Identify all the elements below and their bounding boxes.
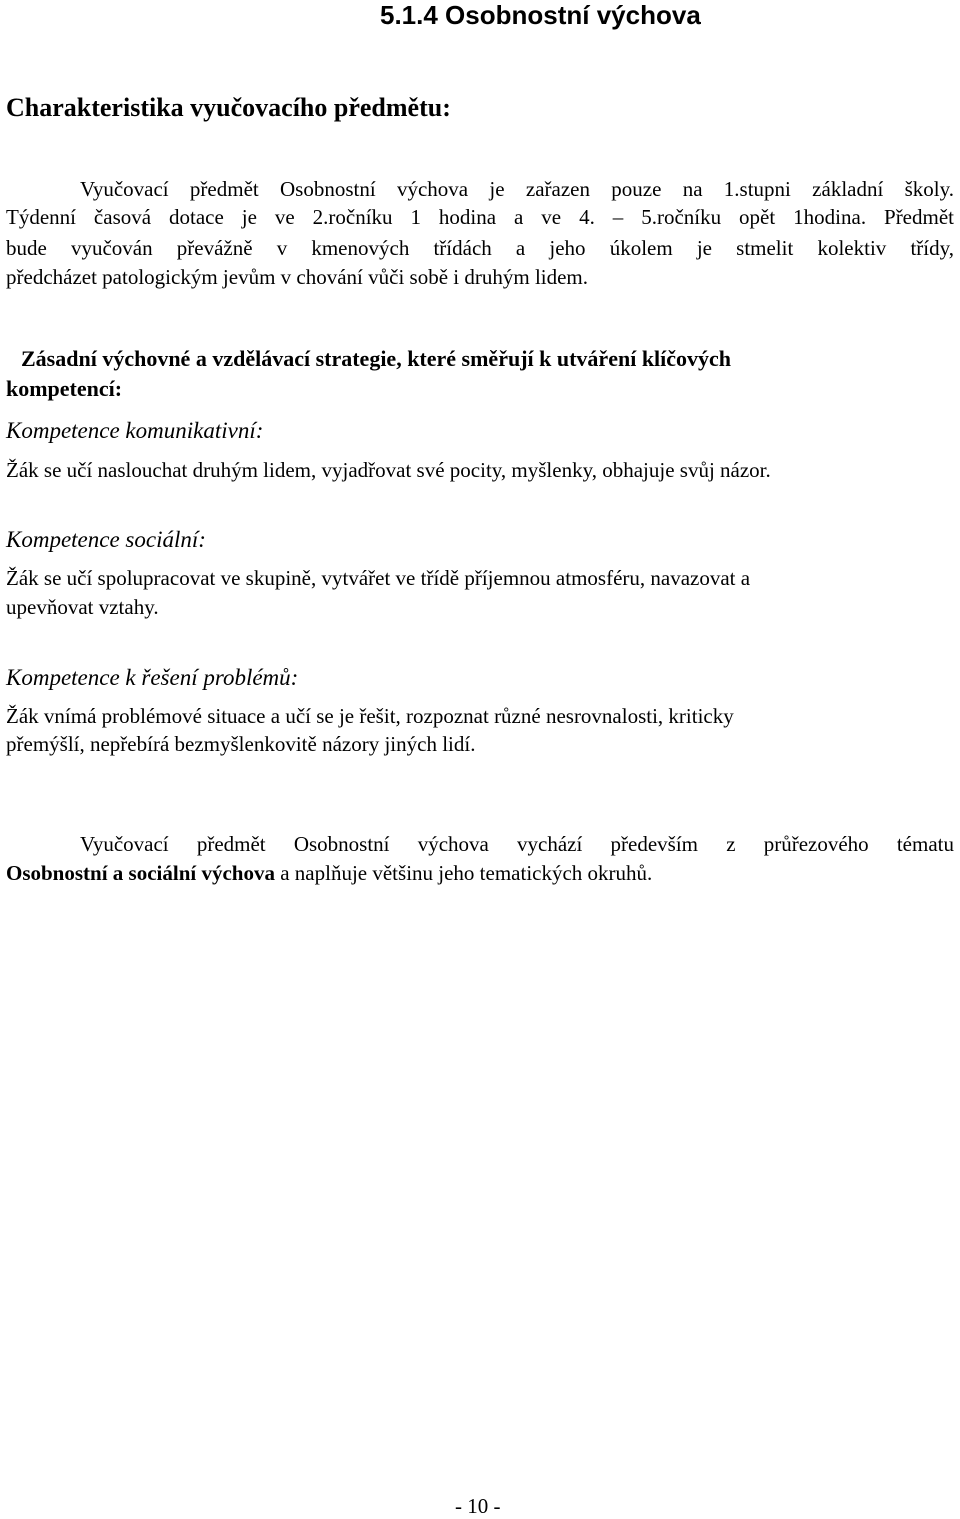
closing-line-rest: a naplňuje většinu jeho tematických okruhů. [274, 861, 653, 885]
competence-text: Žák se učí spolupracovat ve skupině, vytvářet ve třídě příjemnou atmosféru, navazovat a [6, 566, 751, 590]
page-number: - 10 - [455, 1494, 501, 1518]
closing-line: Vyučovací předmět Osobnostní výchova vychází především z průřezového tématu [80, 832, 954, 856]
intro-line: Týdenní časová dotace je ve 2.ročníku 1 hodina a ve 4. – 5.ročníku opět 1hodina. Předmět [6, 205, 954, 229]
intro-line: Vyučovací předmět Osobnostní výchova je zařazen pouze na 1.stupni základní školy. [80, 177, 954, 201]
competence-label: Kompetence k řešení problémů: [6, 665, 299, 690]
competence-text: Žák vnímá problémové situace a učí se je řešit, rozpoznat různé nesrovnalosti, kriticky [6, 704, 734, 728]
intro-line: předcházet patologickým jevům v chování vůči sobě i druhým lidem. [6, 265, 589, 289]
competence-text: přemýšlí, nepřebírá bezmyšlenkovitě názory jiných lidí. [6, 732, 476, 756]
cross-curricular-theme: Osobnostní a sociální výchova [6, 861, 275, 885]
closing-line-2 [6, 861, 652, 886]
competence-label: Kompetence komunikativní: [6, 418, 264, 443]
competence-text: upevňovat vztahy. [6, 595, 159, 619]
characteristics-heading: Charakteristika vyučovacího předmětu: [6, 93, 451, 122]
competence-label: Kompetence sociální: [6, 527, 206, 552]
strategies-heading-line: kompetencí: [6, 376, 123, 401]
strategies-heading-line: Zásadní výchovné a vzdělávací strategie, které směřují k utváření klíčových [21, 346, 732, 371]
section-title: 5.1.4 Osobnostní výchova [380, 0, 701, 30]
competence-text: Žák se učí naslouchat druhým lidem, vyjadřovat své pocity, myšlenky, obhajuje svůj názor. [6, 458, 771, 482]
intro-line: bude vyučován převážně v kmenových třídách a jeho úkolem je stmelit kolektiv třídy, [6, 236, 954, 260]
